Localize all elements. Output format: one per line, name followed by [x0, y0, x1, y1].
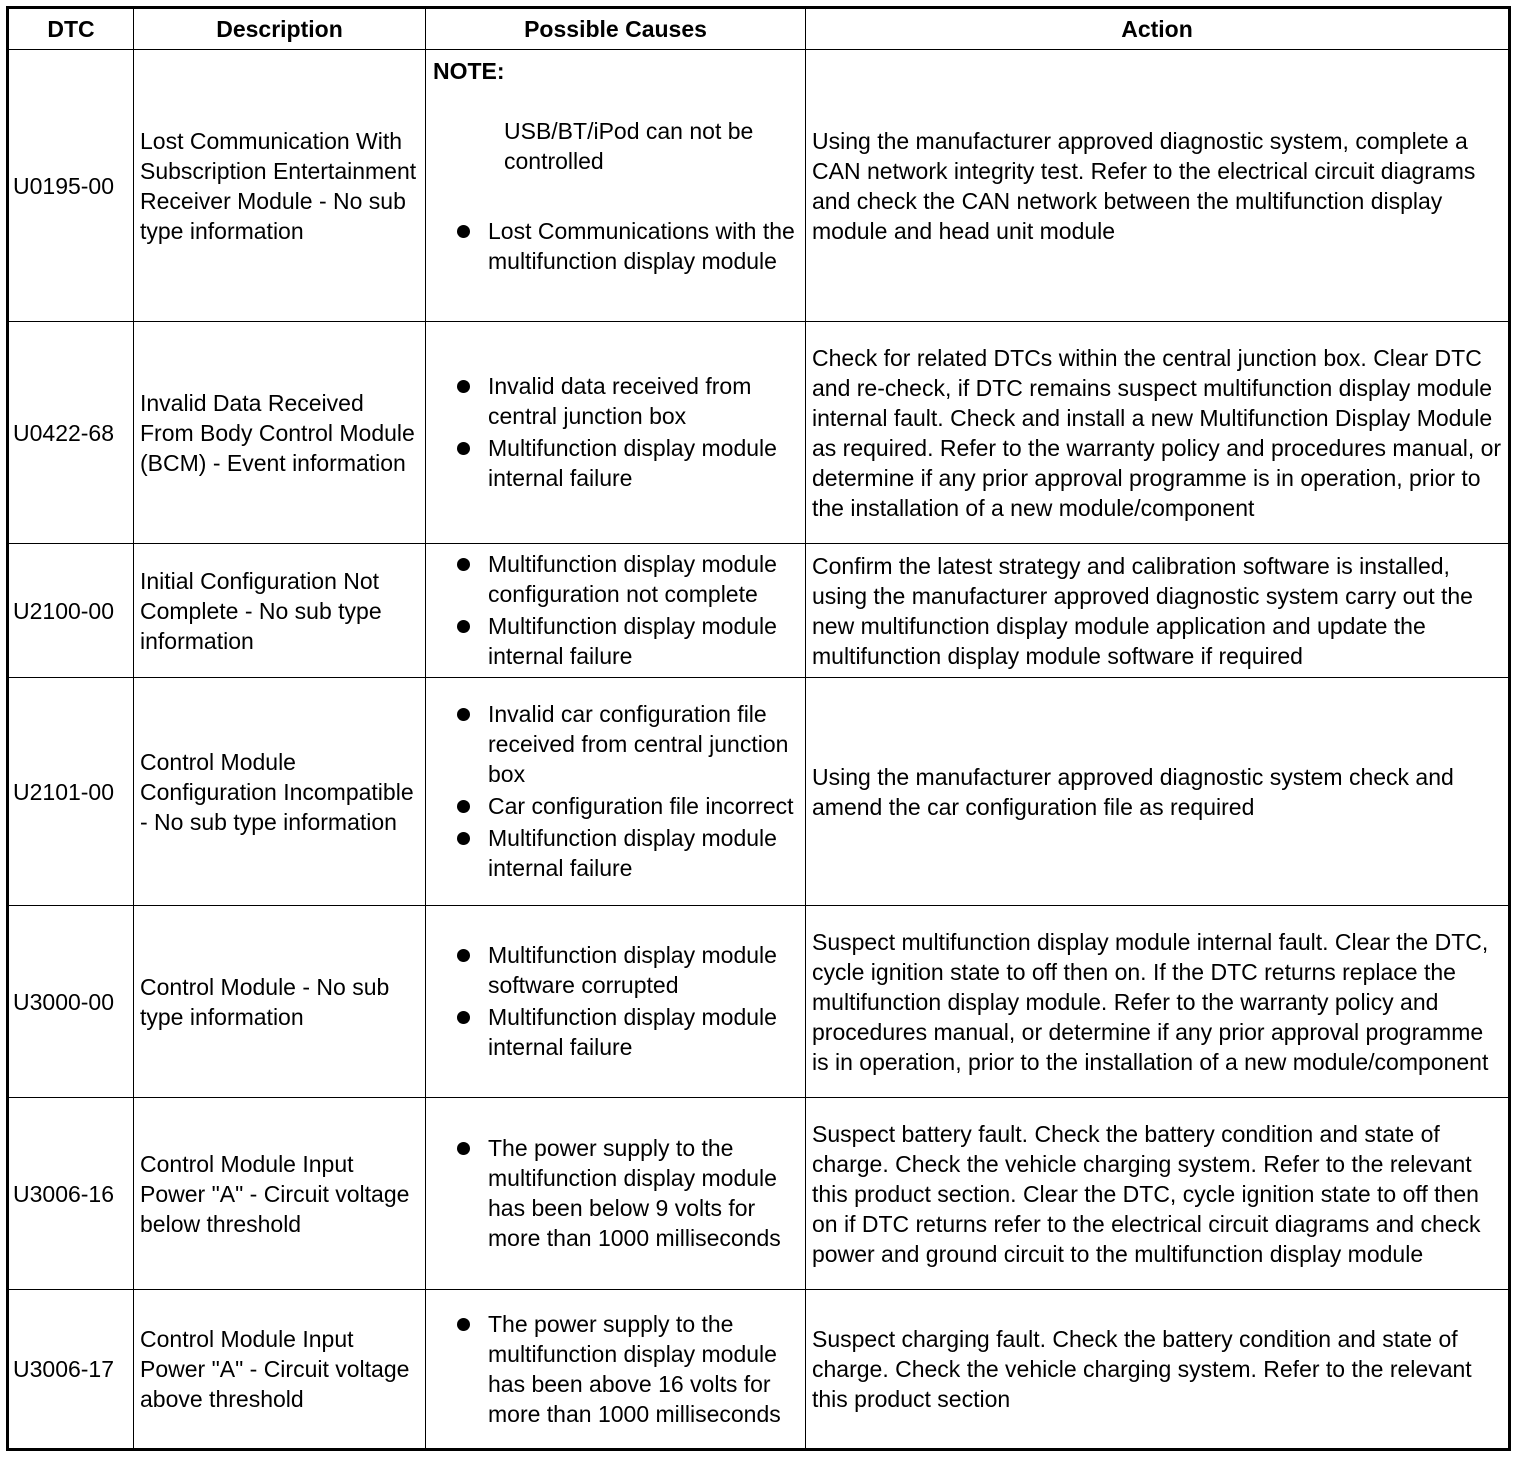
table-row [8, 906, 1510, 1098]
possible-causes-cell [426, 1290, 806, 1450]
dtc-description: Lost Communication With Subscription Entertainment Receiver Module - No sub type information [134, 50, 426, 322]
dtc-description: Control Module Input Power "A" - Circuit voltage below threshold [134, 1098, 426, 1290]
cause-item: Multifunction display module internal failure [440, 611, 799, 671]
dtc-description: Control Module Input Power "A" - Circuit voltage above threshold [134, 1290, 426, 1450]
dtc-action: Suspect charging fault. Check the battery condition and state of charge. Check the vehicle charging system. Refer to the relevant this product section [806, 1290, 1510, 1450]
dtc-code: U3006-17 [8, 1290, 134, 1450]
header-dtc: DTC [8, 8, 134, 50]
dtc-action: Confirm the latest strategy and calibration software is installed, using the manufacturer approved diagnostic system carry out the new multifunction display module application and update the multifunction display module software if required [806, 544, 1510, 678]
header-row [8, 8, 1510, 50]
dtc-action: Check for related DTCs within the central junction box. Clear DTC and re-check, if DTC remains suspect multifunction display module internal fault. Check and install a new Multifunction Display Module as required. Refer to the warranty policy and procedures manual, or determine if any prior approval programme is in operation, prior to the installation of a new module/component [806, 322, 1510, 544]
header-possible-causes: Possible Causes [426, 8, 806, 50]
dtc-description: Initial Configuration Not Complete - No sub type information [134, 544, 426, 678]
cause-item: Multifunction display module configuration not complete [440, 549, 799, 609]
cause-item: The power supply to the multifunction display module has been below 9 volts for more than 1000 milliseconds [440, 1133, 799, 1253]
possible-causes-cell [426, 678, 806, 906]
possible-causes-cell [426, 906, 806, 1098]
possible-causes-cell [426, 1098, 806, 1290]
table-row [8, 322, 1510, 544]
cause-list [432, 1309, 799, 1429]
note-text: USB/BT/iPod can not be controlled [504, 118, 754, 174]
dtc-action: Using the manufacturer approved diagnostic system check and amend the car configuration file as required [806, 678, 1510, 906]
possible-causes-cell [426, 50, 806, 322]
dtc-code: U3000-00 [8, 906, 134, 1098]
dtc-action: Suspect multifunction display module internal fault. Clear the DTC, cycle ignition state to off then on. If the DTC returns replace the multifunction display module. Refer to the warranty policy and procedures manual, or determine if any prior approval programme is in operation, prior to the installation of a new module/component [806, 906, 1510, 1098]
dtc-code: U0422-68 [8, 322, 134, 544]
dtc-code: U2100-00 [8, 544, 134, 678]
cause-item: Invalid car configuration file received from central junction box [440, 699, 799, 789]
header-action: Action [806, 8, 1510, 50]
cause-item: Lost Communications with the multifunction display module [440, 216, 799, 276]
table-row [8, 1290, 1510, 1450]
dtc-code: U3006-16 [8, 1098, 134, 1290]
dtc-code: U0195-00 [8, 50, 134, 322]
cause-list [432, 940, 799, 1062]
cause-item: Multifunction display module internal failure [440, 1002, 799, 1062]
cause-item: Multifunction display module internal failure [440, 823, 799, 883]
cause-item: Invalid data received from central junction box [440, 371, 799, 431]
dtc-code: U2101-00 [8, 678, 134, 906]
note-label: NOTE: [433, 58, 505, 84]
dtc-action: Suspect battery fault. Check the battery condition and state of charge. Check the vehicle charging system. Refer to the relevant this product section. Clear the DTC, cycle ignition state to off then on if DTC returns refer to the electrical circuit diagrams and check power and ground circuit to the multifunction display module [806, 1098, 1510, 1290]
table-row [8, 678, 1510, 906]
possible-causes-cell [426, 544, 806, 678]
dtc-description: Control Module - No sub type information [134, 906, 426, 1098]
dtc-table [6, 6, 1511, 1451]
cause-item: Multifunction display module software corrupted [440, 940, 799, 1000]
cause-list [432, 216, 799, 276]
cause-item: Multifunction display module internal failure [440, 433, 799, 493]
dtc-description: Invalid Data Received From Body Control Module (BCM) - Event information [134, 322, 426, 544]
table-row [8, 544, 1510, 678]
cause-list [432, 371, 799, 493]
table-row [8, 1098, 1510, 1290]
cause-list [432, 699, 799, 883]
cause-item: Car configuration file incorrect [440, 791, 799, 821]
dtc-description: Control Module Configuration Incompatible - No sub type information [134, 678, 426, 906]
dtc-action: Using the manufacturer approved diagnostic system, complete a CAN network integrity test. Refer to the electrical circuit diagrams and check the CAN network between the multifunction display module and head unit module [806, 50, 1510, 322]
table-row [8, 50, 1510, 322]
header-description: Description [134, 8, 426, 50]
cause-list [432, 549, 799, 671]
cause-item: The power supply to the multifunction display module has been above 16 volts for more than 1000 milliseconds [440, 1309, 799, 1429]
cause-list [432, 1133, 799, 1253]
possible-causes-cell [426, 322, 806, 544]
